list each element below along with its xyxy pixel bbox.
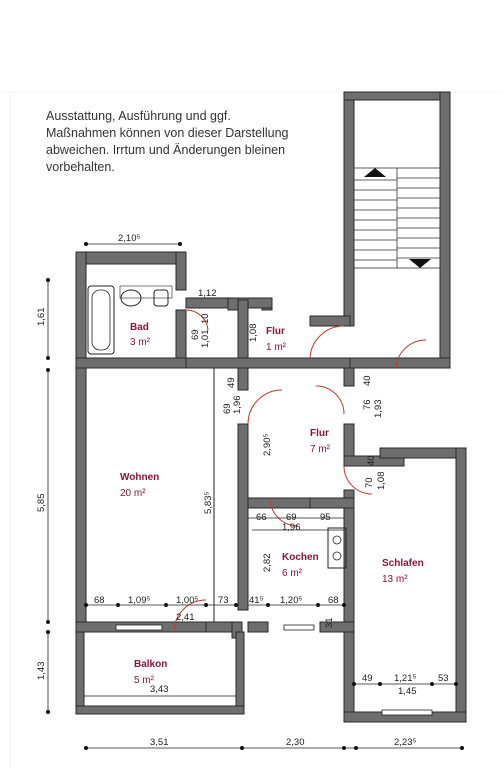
dim-bad-door: 1,12 <box>198 288 217 299</box>
room-area-bad: 3 m² <box>130 337 150 348</box>
room-name-bad: Bad <box>130 322 149 333</box>
dim-wohnen-583: 5,83⁵ <box>203 491 214 514</box>
dim-bad-69: 69 <box>190 329 201 340</box>
dim-bottom-230: 2,30 <box>286 737 305 748</box>
radiator-icon <box>382 710 432 715</box>
room-name-balkon: Balkon <box>134 659 168 670</box>
stair-treads <box>354 168 440 268</box>
disclaimer-line: Maßnahmen können von dieser Darstellung <box>46 126 289 140</box>
radiator-icon <box>284 625 314 630</box>
dim-w-68: 68 <box>94 595 105 606</box>
dim-k-69: 69 <box>286 512 297 523</box>
room-area-balkon: 5 m² <box>134 675 154 686</box>
dim-hall-196: 1,96 <box>232 395 243 414</box>
dim-k-31: 31 <box>324 617 335 628</box>
dim-left-143: 1,43 <box>36 661 47 680</box>
dim-bad-10: 10 <box>200 313 211 324</box>
dim-wall-69: 69 <box>222 403 233 414</box>
room-area-kochen: 6 m² <box>282 568 302 579</box>
dim-k-95: 95 <box>320 512 331 523</box>
room-name-flur-2: Flur <box>310 428 329 439</box>
dim-w-109: 1,09⁵ <box>128 595 151 606</box>
dim-right-193: 1,93 <box>373 399 384 418</box>
dim-left-585: 5,85 <box>36 493 47 512</box>
stair-down-arrow-icon <box>409 259 431 268</box>
background-grid <box>0 92 503 768</box>
dim-s-145: 1,45 <box>398 686 417 697</box>
dim-s-53: 53 <box>438 673 449 684</box>
dim-flur1-depth: 1,08 <box>248 323 259 342</box>
dim-balkon-343: 3,43 <box>150 684 169 695</box>
dim-w-73: 73 <box>218 595 229 606</box>
room-name-kochen: Kochen <box>282 552 319 563</box>
dim-wall-49: 49 <box>226 377 237 388</box>
radiators <box>116 625 432 715</box>
disclaimer-line: vorbehalten. <box>46 160 115 174</box>
radiator-icon <box>116 625 162 630</box>
room-name-schlafen: Schlafen <box>382 558 424 569</box>
entry-door-swing <box>310 326 344 358</box>
stove-icon <box>328 528 346 568</box>
wohnen-door-swing <box>248 390 282 424</box>
room-name-flur-1: Flur <box>266 326 285 337</box>
room-area-wohnen: 20 m² <box>120 488 146 499</box>
dim-right-70: 70 <box>364 477 375 488</box>
dim-right-76: 76 <box>362 399 373 410</box>
room-name-wohnen: Wohnen <box>120 472 160 483</box>
dim-right-40b: 40 <box>366 455 377 466</box>
dim-k-66: 66 <box>256 512 267 523</box>
dim-bad-height: 1,61 <box>36 307 47 326</box>
dim-k-196: 1,96 <box>282 522 301 533</box>
dim-top-width: 2,10⁵ <box>118 233 141 244</box>
dim-k-41: 41⁵ <box>249 595 264 606</box>
dim-w-241: 2,41 <box>176 612 195 623</box>
dim-s-49: 49 <box>362 673 373 684</box>
dim-k-120: 1,20⁵ <box>280 595 303 606</box>
room-area-flur-2: 7 m² <box>310 444 330 455</box>
kitchen-fixtures <box>328 528 346 568</box>
dim-bottom-351: 3,51 <box>150 737 169 748</box>
dim-k-282: 2,82 <box>262 553 273 572</box>
room-area-flur-1: 1 m² <box>266 342 286 353</box>
dim-hall-290: 2,90⁵ <box>262 433 273 456</box>
dim-bad-101: 1,01 <box>200 329 211 348</box>
dim-k-68: 68 <box>328 595 339 606</box>
dim-w-100: 1,00⁵ <box>176 595 199 606</box>
stair-up-arrow-icon <box>364 168 386 177</box>
disclaimer-line: abweichen. Irrtum und Änderungen bleinen <box>46 143 286 157</box>
disclaimer-line: Ausstattung, Ausführung und ggf. <box>46 109 231 123</box>
stairwell <box>310 92 450 362</box>
dim-s-121: 1,21⁵ <box>394 673 417 684</box>
room-area-schlafen: 13 m² <box>382 574 408 585</box>
dim-bottom-223: 2,23⁵ <box>394 737 417 748</box>
dim-right-108: 1,08 <box>376 471 387 490</box>
flur-door-swing <box>316 386 344 414</box>
dim-right-40a: 40 <box>362 375 373 386</box>
